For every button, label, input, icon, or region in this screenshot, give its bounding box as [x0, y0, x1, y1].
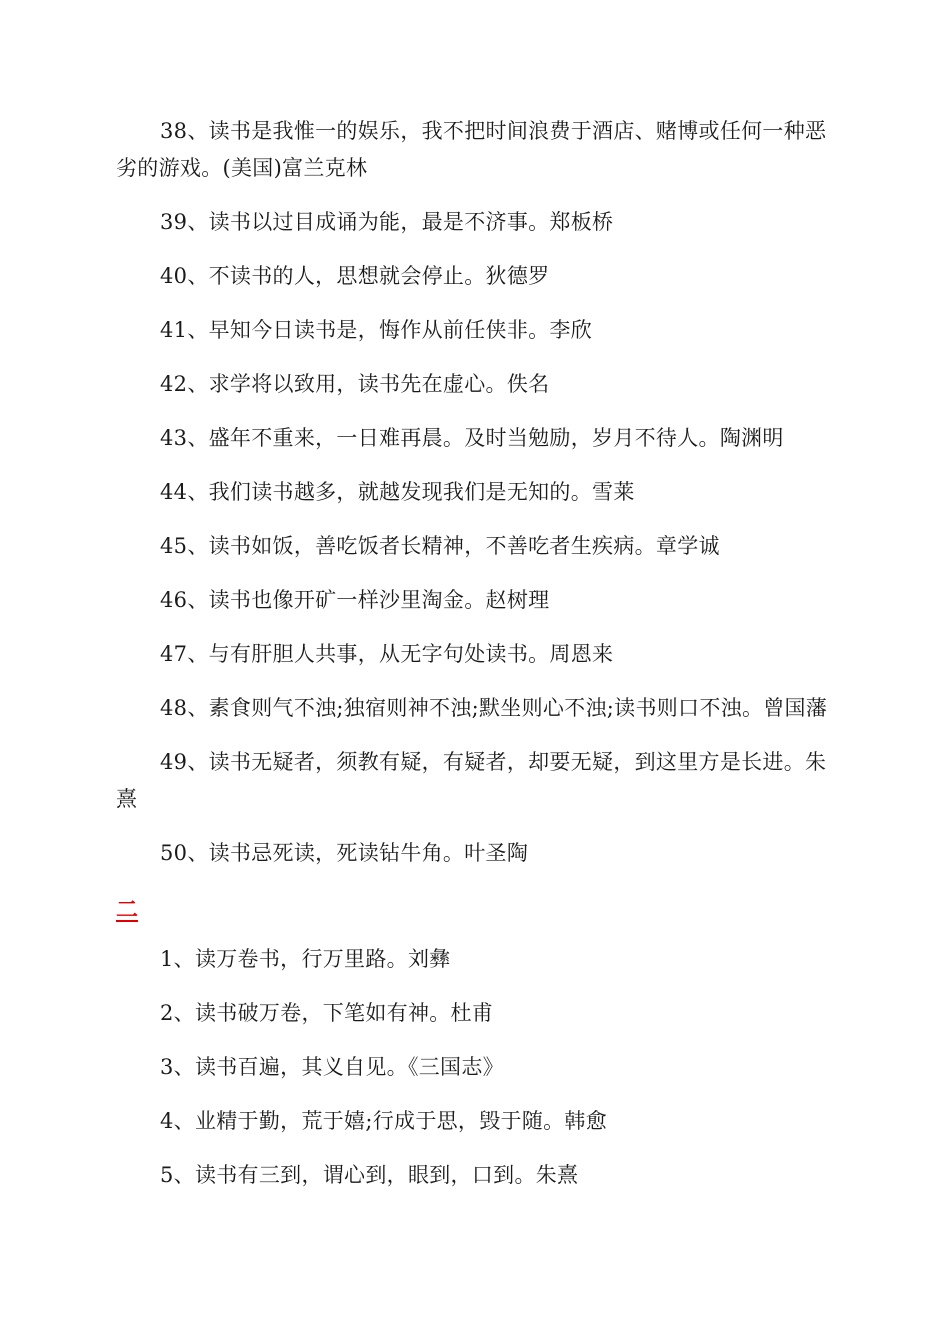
- quote-paragraph: 38、读书是我惟一的娱乐，我不把时间浪费于酒店、赌博或任何一种恶劣的游戏。(美国)富兰克林: [116, 119, 827, 180]
- quote-paragraph: 40、不读书的人，思想就会停止。狄德罗: [160, 264, 550, 288]
- quote-paragraph: 4、业精于勤，荒于嬉;行成于思，毁于随。韩愈: [160, 1109, 608, 1133]
- quote-paragraph: 41、早知今日读书是，悔作从前任侠非。李欣: [160, 318, 593, 342]
- quote-paragraph: 3、读书百遍，其义自见。《三国志》: [160, 1055, 504, 1079]
- section-heading: 二: [116, 897, 139, 923]
- quote-paragraph: 1、读万卷书，行万里路。刘彝: [160, 947, 451, 971]
- document-body: [116, 113, 836, 1211]
- quote-paragraph: 44、我们读书越多，就越发现我们是无知的。雪莱: [160, 480, 635, 504]
- quote-paragraph: 48、素食则气不浊;独宿则神不浊;默坐则心不浊;读书则口不浊。曾国藩: [160, 696, 828, 720]
- quote-paragraph: 42、求学将以致用，读书先在虚心。佚名: [160, 372, 550, 396]
- quote-paragraph: 43、盛年不重来，一日难再晨。及时当勉励，岁月不待人。陶渊明: [160, 426, 784, 450]
- quote-paragraph: 45、读书如饭，善吃饭者长精神，不善吃者生疾病。章学诚: [160, 534, 720, 558]
- quote-paragraph: 50、读书忌死读，死读钻牛角。叶圣陶: [160, 841, 529, 865]
- quote-paragraph: 49、读书无疑者，须教有疑，有疑者，却要无疑，到这里方是长进。朱熹: [116, 750, 827, 811]
- quote-paragraph: 5、读书有三到，谓心到，眼到，口到。朱熹: [160, 1163, 579, 1187]
- quote-paragraph: 46、读书也像开矿一样沙里淘金。赵树理: [160, 588, 550, 612]
- quote-paragraph: 47、与有肝胆人共事，从无字句处读书。周恩来: [160, 642, 614, 666]
- quote-paragraph: 2、读书破万卷，下笔如有神。杜甫: [160, 1001, 494, 1025]
- quote-paragraph: 39、读书以过目成诵为能，最是不济事。郑板桥: [160, 210, 614, 234]
- section-heading-wrapper: [116, 889, 836, 941]
